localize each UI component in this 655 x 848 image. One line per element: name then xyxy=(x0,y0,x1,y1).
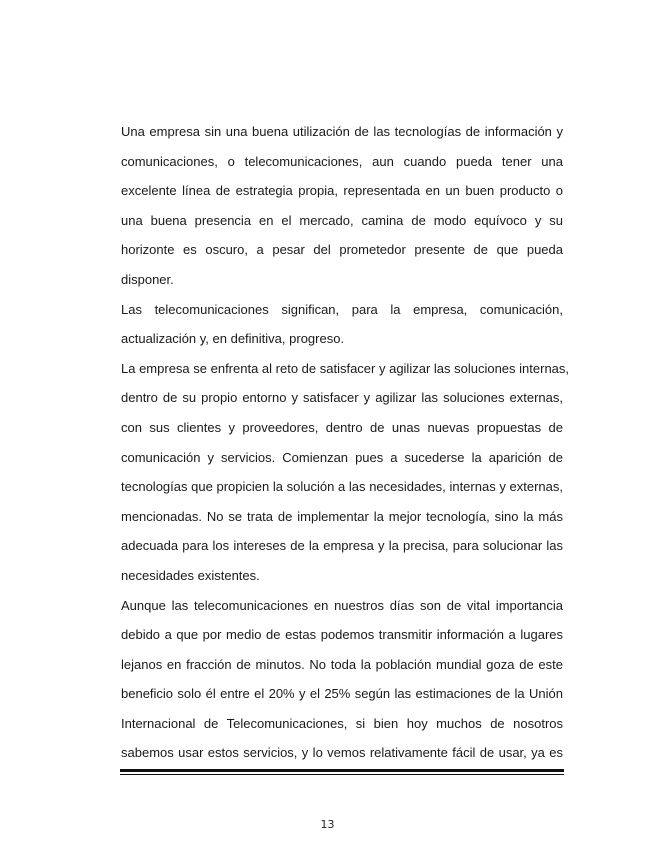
text-line: mencionadas. No se trata de implementar la mejor tecnología, sino la más xyxy=(121,508,563,524)
text-line: Internacional de Telecomunicaciones, si bien hoy muchos de nosotros xyxy=(121,715,563,731)
text-line: disponer. xyxy=(121,271,174,287)
text-line: comunicación y servicios. Comienzan pues a sucederse la aparición de xyxy=(121,449,563,465)
text-line: tecnologías que propicien la solución a las necesidades, internas y externas, xyxy=(121,479,563,495)
paragraph xyxy=(121,354,570,591)
paragraph xyxy=(121,295,563,354)
footer-rule-thin xyxy=(120,774,564,775)
text-line: adecuada para los intereses de la empresa y la precisa, para solucionar las xyxy=(121,538,563,554)
text-line: La empresa se enfrenta al reto de satisfacer y agilizar las soluciones internas, xyxy=(121,360,570,376)
text-line: debido a que por medio de estas podemos transmitir información a lugares xyxy=(121,627,563,643)
text-line: lejanos en fracción de minutos. No toda la población mundial goza de este xyxy=(121,656,563,672)
text-line: horizonte es oscuro, a pesar del prometedor presente de que pueda xyxy=(121,242,563,258)
text-line: Las telecomunicaciones significan, para la empresa, comunicación, xyxy=(121,301,563,317)
text-line: beneficio solo él entre el 20% y el 25% según las estimaciones de la Unión xyxy=(121,686,563,702)
page-number: 13 xyxy=(320,818,335,831)
text-line: comunicaciones, o telecomunicaciones, aun cuando pueda tener una xyxy=(121,153,563,169)
text-line: Una empresa sin una buena utilización de las tecnologías de información y xyxy=(121,124,563,139)
footer-rule-thick xyxy=(120,769,564,772)
text-line: excelente línea de estrategia propia, representada en un buen producto o xyxy=(121,183,563,199)
text-line: necesidades existentes. xyxy=(121,567,260,583)
text-line: Aunque las telecomunicaciones en nuestros días son de vital importancia xyxy=(121,597,563,613)
text-line: actualización y, en definitiva, progreso. xyxy=(121,331,345,347)
body-text xyxy=(121,117,570,768)
text-line: una buena presencia en el mercado, camina de modo equívoco y su xyxy=(121,212,563,228)
text-line: dentro de su propio entorno y satisfacer y agilizar las soluciones externas, xyxy=(121,390,563,406)
text-line: con sus clientes y proveedores, dentro de unas nuevas propuestas de xyxy=(121,419,563,435)
paragraph xyxy=(121,117,563,295)
paragraph xyxy=(121,591,563,769)
text-line: sabemos usar estos servicios, y lo vemos relativamente fácil de usar, ya es xyxy=(121,745,563,761)
